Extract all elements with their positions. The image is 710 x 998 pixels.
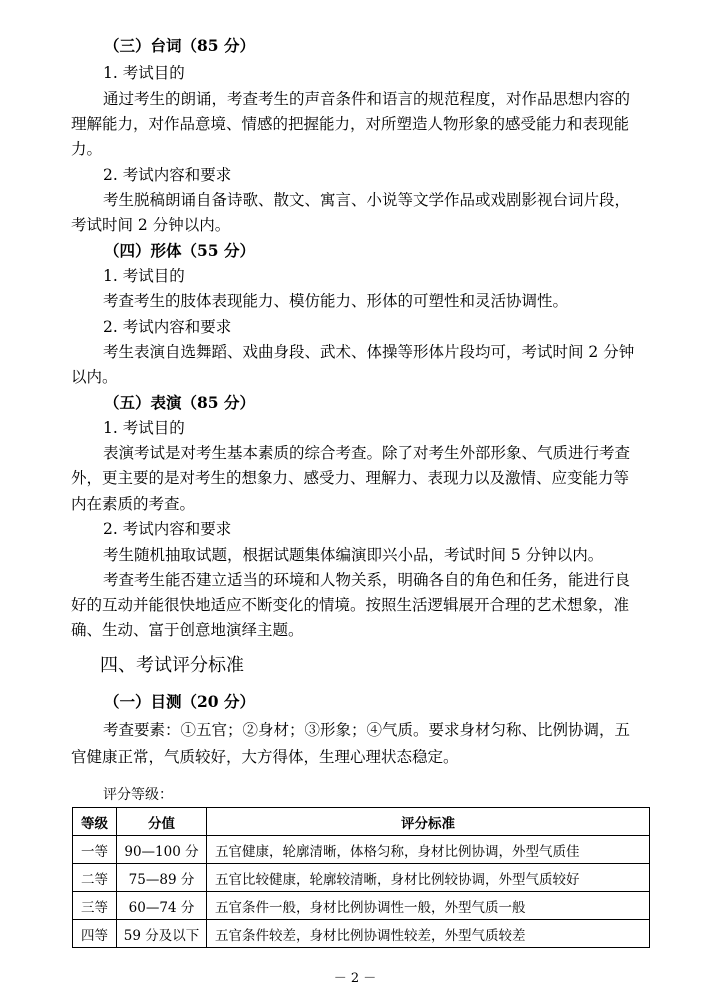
paragraph-line: 确、生动、富于创意地演绎主题。	[71, 621, 304, 639]
paragraph-line: 官健康正常，气质较好，大方得体，生理心理状态稳定。	[71, 748, 459, 766]
paragraph-line: 表演考试是对考生基本素质的综合考查。除了对考生外部形象、气质进行考查	[103, 444, 631, 462]
paragraph-line: 考生表演自选舞蹈、戏曲身段、武术、体操等形体片段均可，考试时间 2 分钟	[103, 343, 635, 361]
grade-cell: 三等	[73, 892, 117, 920]
paragraph-line: 好的互动并能很快地适应不断变化的情境。按照生活逻辑展开合理的艺术想象，准	[71, 596, 630, 614]
table-row	[73, 920, 650, 948]
section-heading-visual: （一）目测（20 分）	[104, 692, 255, 711]
section-heading-performance: （五）表演（85 分）	[104, 393, 255, 412]
table-row	[73, 864, 650, 892]
paragraph-line: 考查考生能否建立适当的环境和人物关系，明确各自的角色和任务，能进行良	[103, 571, 631, 589]
paragraph-line: 内在素质的考查。	[71, 495, 196, 513]
criteria-cell: 五官比较健康，轮廓较清晰，身材比例较协调，外型气质较好	[207, 864, 650, 892]
paragraph-line: 以内。	[71, 368, 118, 386]
subheading-content: 2. 考试内容和要求	[103, 166, 232, 184]
grade-cell: 一等	[73, 836, 117, 864]
grading-table	[72, 807, 650, 948]
paragraph-line: 考查要素：①五官；②身材；③形象；④气质。要求身材匀称、比例协调，五	[103, 721, 631, 739]
paragraph-line: 力。	[71, 140, 103, 158]
paragraph-line: 通过考生的朗诵，考查考生的声音条件和语言的规范程度，对作品思想内容的	[103, 90, 631, 108]
score-cell: 60—74 分	[117, 892, 207, 920]
paragraph-line: 理解能力，对作品意境、情感的把握能力，对所塑造人物形象的感受能力和表现能	[71, 115, 630, 133]
paragraph-line: 考查考生的肢体表现能力、模仿能力、形体的可塑性和灵活协调性。	[103, 292, 569, 310]
subheading-purpose: 1. 考试目的	[103, 267, 185, 285]
page-number: － 2 －	[333, 971, 377, 986]
criteria-cell: 五官条件一般，身材比例协调性一般，外型气质一般	[207, 892, 650, 920]
header-score: 分值	[117, 808, 207, 836]
table-row	[73, 836, 650, 864]
criteria-cell: 五官条件较差，身材比例协调性较差，外型气质较差	[207, 920, 650, 948]
score-cell: 90—100 分	[117, 836, 207, 864]
paragraph-line: 考生随机抽取试题，根据试题集体编演即兴小品，考试时间 5 分钟以内。	[103, 546, 604, 564]
score-cell: 75—89 分	[117, 864, 207, 892]
subheading-purpose: 1. 考试目的	[103, 64, 185, 82]
chapter-heading-scoring: 四、考试评分标准	[100, 655, 244, 676]
section-heading-physique: （四）形体（55 分）	[104, 241, 255, 260]
section-heading-lines: （三）台词（85 分）	[104, 36, 255, 55]
paragraph-line: 考生脱稿朗诵自备诗歌、散文、寓言、小说等文学作品或戏剧影视台词片段，	[103, 191, 631, 209]
header-criteria: 评分标准	[207, 808, 650, 836]
table-header-row	[73, 808, 650, 836]
criteria-cell: 五官健康，轮廓清晰，体格匀称，身材比例协调，外型气质佳	[207, 836, 650, 864]
subheading-content: 2. 考试内容和要求	[103, 520, 232, 538]
subheading-content: 2. 考试内容和要求	[103, 318, 232, 336]
table-row	[73, 892, 650, 920]
subheading-purpose: 1. 考试目的	[103, 419, 185, 437]
grade-cell: 二等	[73, 864, 117, 892]
score-cell: 59 分及以下	[117, 920, 207, 948]
paragraph-line: 考试时间 2 分钟以内。	[71, 216, 231, 234]
header-grade: 等级	[73, 808, 117, 836]
grade-cell: 四等	[73, 920, 117, 948]
table-caption: 评分等级：	[103, 787, 173, 803]
paragraph-line: 外，更主要的是对考生的想象力、感受力、理解力、表现力以及激情、应变能力等	[71, 469, 630, 487]
